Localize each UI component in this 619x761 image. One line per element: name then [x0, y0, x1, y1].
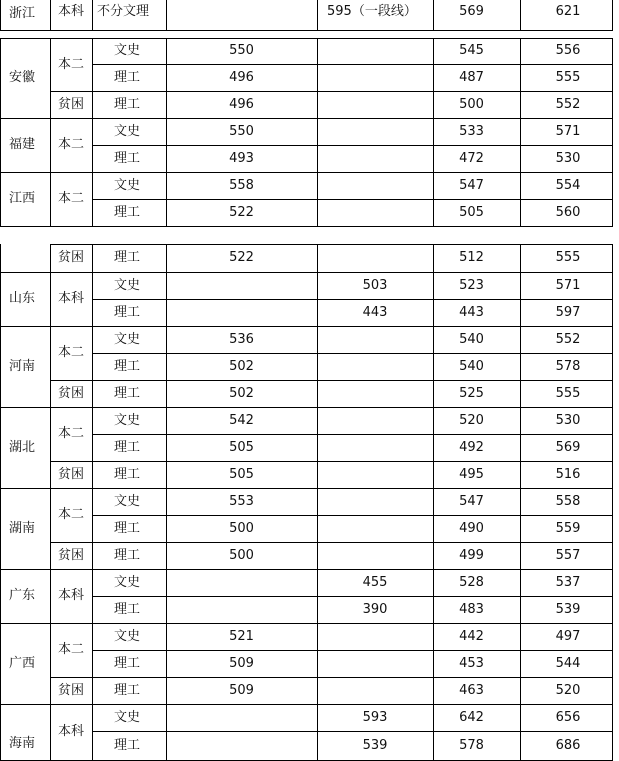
min-score-cell: 492	[459, 439, 484, 455]
max-score-cell: 497	[555, 628, 581, 644]
track-cell: 理工	[114, 466, 141, 482]
track-cell: 文史	[114, 412, 141, 428]
max-score-cell: 558	[555, 493, 581, 509]
province-cell: 福建	[8, 137, 36, 152]
row-rule	[0, 118, 613, 119]
track-cell: 文史	[114, 123, 141, 139]
score-cell-b: 593	[362, 709, 388, 725]
min-score-cell: 500	[459, 96, 484, 112]
row-rule	[92, 199, 613, 200]
max-score-cell: 571	[555, 123, 581, 139]
row-rule	[0, 226, 613, 227]
max-score-cell: 516	[555, 466, 581, 482]
score-cell-b: 390	[362, 601, 388, 617]
row-rule	[0, 30, 613, 31]
min-score-cell: 443	[459, 304, 484, 320]
max-score-cell: 555	[555, 385, 581, 401]
column-rule	[520, 38, 521, 226]
min-score-cell: 483	[459, 601, 484, 617]
track-cell: 理工	[114, 737, 141, 753]
batch-cell: 贫困	[57, 250, 85, 265]
max-score-cell: 656	[555, 709, 581, 725]
max-score-cell: 555	[555, 250, 581, 265]
max-score-cell: 537	[555, 574, 581, 590]
track-cell: 理工	[114, 204, 141, 220]
track-cell: 文史	[114, 709, 141, 725]
score-cell-a: 536	[229, 331, 254, 347]
score-cell-a: 500	[229, 547, 254, 563]
min-score-cell: 547	[459, 177, 484, 193]
min-score-cell: 472	[459, 150, 484, 166]
column-rule	[317, 38, 318, 226]
column-rule	[520, 0, 521, 30]
track-cell: 理工	[114, 655, 141, 671]
max-score-cell: 686	[555, 737, 581, 753]
min-score-cell: 547	[459, 493, 484, 509]
province-cell: 湖北	[8, 439, 36, 455]
row-rule	[0, 407, 613, 408]
max-score-cell: 539	[555, 601, 581, 617]
min-score-cell: 540	[459, 358, 484, 374]
track-cell: 理工	[114, 682, 141, 698]
row-rule	[92, 434, 613, 435]
max-score-cell: 544	[555, 655, 581, 671]
row-rule	[0, 488, 613, 489]
score-cell-a: 521	[229, 628, 254, 644]
max-score-cell: 555	[555, 69, 581, 85]
min-score-cell: 569	[459, 4, 484, 19]
batch-cell: 贫困	[57, 466, 85, 482]
track-cell: 文史	[114, 177, 141, 193]
score-cell-b: 443	[362, 304, 388, 320]
row-rule	[50, 244, 613, 245]
max-score-cell: 520	[555, 682, 581, 698]
row-rule	[50, 91, 613, 92]
min-score-cell: 463	[459, 682, 484, 698]
row-rule	[50, 380, 613, 381]
max-score-cell: 560	[555, 204, 581, 220]
score-cell-b: 455	[362, 574, 388, 590]
score-cell-a: 500	[229, 520, 254, 536]
score-cell-a: 550	[229, 123, 254, 139]
track-cell: 理工	[114, 520, 141, 536]
column-rule	[50, 38, 51, 226]
batch-cell: 本二	[57, 426, 85, 441]
row-rule	[92, 64, 613, 65]
row-rule	[92, 353, 613, 354]
column-rule	[433, 38, 434, 226]
track-cell: 理工	[114, 358, 141, 374]
max-score-cell: 569	[555, 439, 581, 455]
column-rule	[317, 0, 318, 30]
max-score-cell: 559	[555, 520, 581, 536]
track-cell: 理工	[114, 385, 141, 401]
column-rule	[0, 0, 1, 30]
track-cell: 文史	[114, 43, 141, 58]
max-score-cell: 578	[555, 358, 581, 374]
score-cell-a: 496	[229, 96, 254, 112]
track-cell: 理工	[114, 601, 141, 617]
batch-cell: 本科	[57, 724, 85, 739]
batch-cell: 本二	[57, 345, 85, 360]
score-cell-a: 553	[229, 493, 254, 509]
column-rule	[433, 0, 434, 30]
row-rule	[92, 145, 613, 146]
row-rule	[92, 299, 613, 300]
min-score-cell: 523	[459, 277, 484, 293]
min-score-cell: 490	[459, 520, 484, 536]
column-rule	[166, 0, 167, 30]
min-score-cell: 512	[459, 250, 484, 265]
row-rule	[50, 677, 613, 678]
province-cell: 海南	[8, 736, 36, 751]
batch-cell: 本科	[57, 4, 85, 19]
row-rule	[92, 596, 613, 597]
batch-cell: 本二	[57, 507, 85, 522]
row-rule	[0, 623, 613, 624]
max-score-cell: 557	[555, 547, 581, 563]
track-cell: 理工	[114, 439, 141, 455]
province-cell: 浙江	[8, 6, 36, 21]
row-rule	[0, 326, 613, 327]
score-cell-b: 539	[362, 737, 388, 753]
row-rule	[0, 172, 613, 173]
column-rule	[612, 0, 613, 30]
province-cell: 山东	[8, 291, 36, 306]
max-score-cell: 571	[555, 277, 581, 293]
column-rule	[317, 244, 318, 760]
row-rule	[92, 731, 613, 732]
row-rule	[50, 542, 613, 543]
column-rule	[520, 244, 521, 760]
column-rule	[92, 244, 93, 760]
track-cell: 理工	[114, 547, 141, 563]
track-cell: 文史	[114, 277, 141, 293]
track-cell: 不分文理	[97, 4, 150, 19]
score-cell-a: 502	[229, 358, 254, 374]
score-cell-a: 509	[229, 655, 254, 671]
batch-cell: 本二	[57, 137, 85, 152]
min-score-cell: 505	[459, 204, 484, 220]
max-score-cell: 556	[555, 43, 581, 58]
score-cell-b: 503	[362, 277, 388, 293]
province-cell: 河南	[8, 358, 36, 374]
column-rule	[0, 244, 1, 760]
min-score-cell: 442	[459, 628, 484, 644]
batch-cell: 贫困	[57, 385, 85, 401]
batch-cell: 本二	[57, 56, 85, 72]
min-score-cell: 578	[459, 737, 484, 753]
row-rule	[50, 461, 613, 462]
score-cell-a: 505	[229, 439, 254, 455]
province-cell: 湖南	[8, 520, 36, 536]
province-cell: 江西	[8, 191, 36, 206]
track-cell: 文史	[114, 331, 141, 347]
batch-cell: 本二	[57, 191, 85, 206]
column-rule	[50, 0, 51, 30]
score-cell-a: 542	[229, 412, 254, 428]
column-rule	[92, 38, 93, 226]
max-score-cell: 621	[555, 4, 581, 19]
province-cell: 安徽	[8, 70, 36, 85]
min-score-cell: 525	[459, 385, 484, 401]
track-cell: 理工	[114, 69, 141, 85]
track-cell: 文史	[114, 493, 141, 509]
track-cell: 理工	[114, 96, 141, 112]
row-rule	[0, 569, 613, 570]
score-cell-a: 496	[229, 69, 254, 85]
column-rule	[92, 0, 93, 30]
min-score-cell: 453	[459, 655, 484, 671]
min-score-cell: 487	[459, 69, 484, 85]
column-rule	[612, 244, 613, 760]
max-score-cell: 552	[555, 96, 581, 112]
row-rule	[92, 515, 613, 516]
row-rule	[0, 272, 613, 273]
batch-cell: 本二	[57, 642, 85, 657]
score-cell-a: 502	[229, 385, 254, 401]
row-rule	[92, 650, 613, 651]
min-score-cell: 642	[459, 709, 484, 725]
column-rule	[0, 38, 1, 226]
min-score-cell: 528	[459, 574, 484, 590]
batch-cell: 贫困	[57, 96, 85, 112]
batch-cell: 贫困	[57, 682, 85, 698]
min-score-cell: 520	[459, 412, 484, 428]
column-rule	[612, 38, 613, 226]
row-rule	[0, 704, 613, 705]
column-rule	[50, 244, 51, 760]
province-cell: 广东	[8, 588, 36, 603]
track-cell: 理工	[114, 250, 141, 265]
min-score-cell: 499	[459, 547, 484, 563]
track-cell: 理工	[114, 150, 141, 166]
province-cell: 广西	[8, 655, 36, 671]
track-cell: 文史	[114, 628, 141, 644]
column-rule	[166, 38, 167, 226]
max-score-cell: 552	[555, 331, 581, 347]
min-score-cell: 540	[459, 331, 484, 347]
max-score-cell: 554	[555, 177, 581, 193]
max-score-cell: 530	[555, 412, 581, 428]
score-cell-a: 509	[229, 682, 254, 698]
score-cell-a: 493	[229, 150, 254, 166]
column-rule	[166, 244, 167, 760]
batch-cell: 贫困	[57, 547, 85, 563]
min-score-cell: 533	[459, 123, 484, 139]
score-cell-b: 595（一段线）	[327, 4, 417, 19]
batch-cell: 本科	[57, 588, 85, 603]
min-score-cell: 545	[459, 43, 484, 58]
score-cell-a: 558	[229, 177, 254, 193]
max-score-cell: 597	[555, 304, 581, 320]
score-cell-a: 522	[229, 250, 254, 265]
track-cell: 理工	[114, 304, 141, 320]
track-cell: 文史	[114, 574, 141, 590]
batch-cell: 本科	[57, 291, 85, 306]
column-rule	[433, 244, 434, 760]
score-cell-a: 505	[229, 466, 254, 482]
max-score-cell: 530	[555, 150, 581, 166]
score-cell-a: 522	[229, 204, 254, 220]
min-score-cell: 495	[459, 466, 484, 482]
score-cell-a: 550	[229, 43, 254, 58]
row-rule	[0, 38, 613, 39]
